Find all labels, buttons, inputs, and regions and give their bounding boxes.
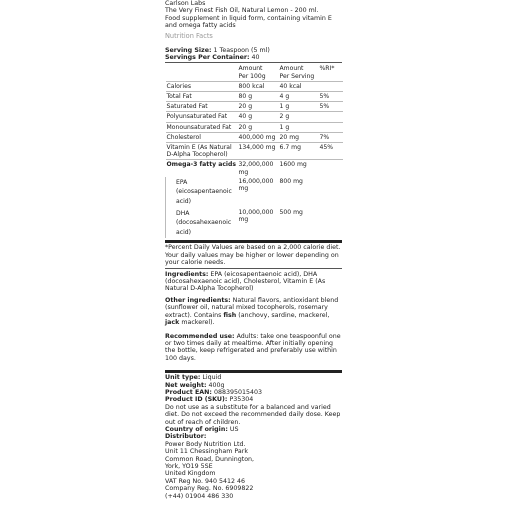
ingredients-text: EPA (eicosapentaenoic acid), DHA (docosahexaenoic acid), Cholesterol, Vitamin E (As Natural D-Alpha Tocopherol)	[165, 270, 326, 293]
amount-per-100g: 80 g	[238, 92, 279, 102]
reference-intake	[319, 122, 343, 132]
nutrient-name: Vitamin E (As Natural D-Alpha Tocopherol)	[166, 143, 238, 160]
nutrition-row	[166, 81, 343, 91]
brand-name: Carlson Labs	[165, 0, 206, 7]
distributor-address	[165, 441, 342, 500]
col-header-per100g: Amount	[238, 65, 263, 73]
nutrient-name: DHA (docosahexaenoic acid)	[166, 208, 238, 239]
recommended-use-label: Recommended use:	[165, 332, 235, 340]
allergen-fish: fish	[223, 311, 237, 319]
divider	[165, 268, 342, 269]
nutrition-row	[166, 122, 343, 132]
servings-per-container-value: 40	[251, 54, 260, 62]
reference-intake	[319, 81, 343, 91]
nutrition-row	[166, 102, 343, 112]
distributor-line: Unit 11 Chessingham Park	[165, 448, 248, 456]
distributor-line: Common Road, Dunnington,	[165, 455, 255, 463]
nutrition-subrow	[166, 177, 343, 208]
other-ingredients-text: Natural flavors, antioxidant blend (sunflower oil, natural mixed tocopherols, rosemary extract). Contains	[165, 296, 339, 319]
amount-per-100g: 134,000 mg	[238, 143, 279, 160]
nutrition-table	[165, 64, 343, 238]
reference-intake	[319, 160, 343, 177]
amount-per-serving: 1 g	[279, 102, 319, 112]
other-ingredients-text-2: (anchovy, sardine, mackerel,	[236, 311, 330, 319]
ingredients-block	[165, 271, 342, 293]
net-weight-label: Net weight:	[165, 381, 207, 389]
distributor-line: United Kingdom	[165, 470, 216, 478]
reference-intake	[319, 208, 343, 239]
reference-intake	[319, 177, 343, 208]
distributor-line: Power Body Nutrition Ltd.	[165, 440, 246, 448]
nutrition-header-row	[166, 64, 343, 81]
amount-per-serving: 500 mg	[279, 208, 303, 216]
amount-per-serving: 4 g	[279, 92, 319, 102]
unit-type-label: Unit type:	[165, 374, 201, 382]
reference-intake: 7%	[319, 132, 343, 142]
col-header-per100g-sub: Per 100g	[238, 72, 266, 80]
distributor-line: Company Reg. No. 6909822	[165, 485, 254, 493]
net-weight-value: 400g	[208, 381, 225, 389]
other-ingredients-label: Other ingredients:	[165, 296, 231, 304]
amount-per-100g: 800 kcal	[238, 81, 279, 91]
distributor-line: York, YO19 5SE	[165, 463, 213, 470]
nutrition-facts-title: Nutrition Facts	[165, 31, 213, 40]
serving-size-value: 1 Teaspoon (5 ml)	[213, 46, 270, 54]
nutrition-row	[166, 132, 343, 142]
divider-thick	[165, 370, 342, 373]
amount-per-100g: 400,000 mg	[238, 132, 279, 142]
col-header-per-serving: Amount	[279, 65, 304, 73]
nutrition-row	[166, 92, 343, 102]
unit-type-value: Liquid	[202, 374, 222, 382]
nutrient-name: Cholesterol	[166, 132, 238, 142]
divider	[165, 62, 342, 63]
ingredients-label: Ingredients:	[165, 270, 209, 278]
nutrient-name: Omega-3 fatty acids	[166, 160, 238, 177]
daily-values-footnote: *Percent Daily Values are based on a 2,000 calorie diet. Your daily values may be higher or lower depending on your calorie needs.	[165, 244, 341, 267]
reference-intake	[319, 112, 343, 122]
amount-per-serving: 40 kcal	[279, 81, 319, 91]
country-of-origin-label: Country of origin:	[165, 425, 228, 433]
reference-intake: 5%	[319, 92, 343, 102]
reference-intake: 45%	[319, 143, 343, 160]
product-name: The Very Finest Fish Oil, Natural Lemon - 200 ml.	[165, 7, 319, 15]
nutrient-name: Polyunsaturated Fat	[166, 112, 238, 122]
recommended-use-text: Adults: take one teaspoonful one or two times daily at mealtime. After initially opening the bottle, keep refrigerated and preferably use within 100 days.	[165, 332, 341, 362]
amount-per-serving: 1 g	[279, 122, 319, 132]
usage-warning: Do not use as a substitute for a balanced and varied diet. Do not exceed the recommended daily dose. Keep out of reach of children.	[165, 403, 341, 426]
reference-intake: 5%	[319, 102, 343, 112]
nutrition-row-omega3	[166, 160, 343, 177]
nutrient-name: Saturated Fat	[166, 102, 238, 112]
amount-per-serving: 1600 mg	[279, 160, 319, 177]
nutrition-row	[166, 143, 343, 160]
col-header-ri: %RI*	[319, 65, 335, 73]
nutrient-name: Total Fat	[166, 92, 238, 102]
servings-per-container-label: Servings Per Container:	[165, 54, 250, 62]
nutrition-row	[166, 112, 343, 122]
recommended-use-block	[165, 333, 342, 363]
amount-per-100g: 20 g	[238, 102, 279, 112]
other-ingredients-text-3: mackerel).	[179, 319, 215, 327]
product-label-panel	[165, 0, 342, 510]
allergen-jack: jack	[165, 319, 180, 327]
amount-per-100g: 20 g	[238, 122, 279, 132]
distributor-line: (+44) 01904 486 330	[165, 492, 234, 500]
other-ingredients-block	[165, 297, 342, 327]
col-header-per-serving-sub: Per Serving	[279, 72, 315, 80]
amount-per-serving: 2 g	[279, 112, 319, 122]
product-description: Food supplement in liquid form, containing vitamin E and omega fatty acids	[165, 14, 332, 30]
nutrient-name: Calories	[166, 81, 238, 91]
amount-per-serving: 20 mg	[279, 132, 319, 142]
product-sku-label: Product ID (SKU):	[165, 396, 228, 404]
product-ean-label: Product EAN:	[165, 388, 212, 396]
country-of-origin-value: US	[229, 425, 239, 433]
amount-per-100g: 10,000,000 mg	[238, 208, 274, 223]
product-sku-value: P35304	[229, 396, 254, 404]
nutrition-subrow	[166, 208, 343, 239]
amount-per-serving: 800 mg	[279, 177, 303, 185]
amount-per-100g: 32,000,000 mg	[238, 160, 279, 177]
amount-per-100g: 16,000,000 mg	[238, 177, 274, 193]
serving-size-label: Serving Size:	[165, 46, 212, 54]
nutrient-name: EPA (eicosapentaenoic acid)	[166, 177, 238, 208]
product-ean-value: 088395015403	[213, 388, 263, 396]
divider-thick	[165, 240, 342, 243]
distributor-label: Distributor:	[165, 433, 207, 441]
distributor-line: VAT Reg No. 940 5412 46	[165, 477, 246, 485]
amount-per-serving: 6.7 mg	[279, 143, 319, 160]
nutrient-name: Monounsaturated Fat	[166, 122, 238, 132]
amount-per-100g: 40 g	[238, 112, 279, 122]
